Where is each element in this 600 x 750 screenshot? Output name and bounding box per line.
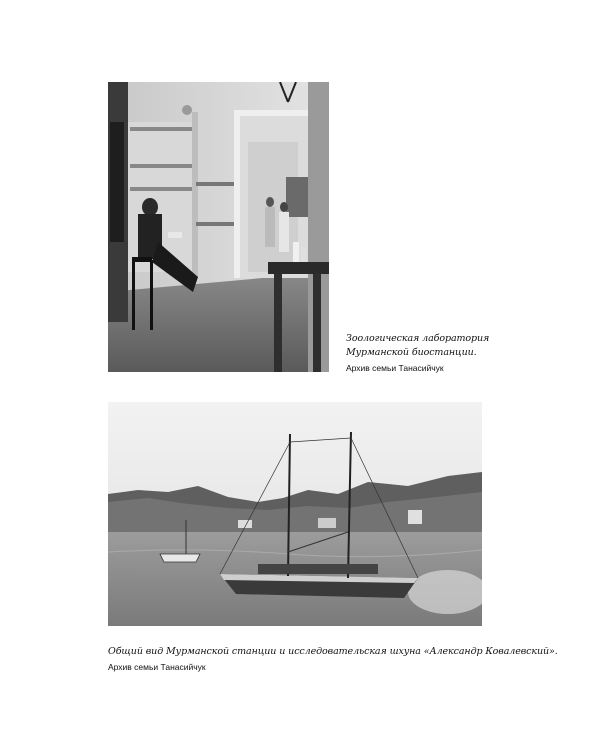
schooner-photo xyxy=(108,402,482,626)
laboratory-photo xyxy=(108,82,329,372)
laboratory-caption-line2: Мурманской биостанции. xyxy=(346,347,477,358)
schooner-credit: Архив семьи Танасийчук xyxy=(108,662,206,672)
laboratory-caption-line1: Зоологическая лаборатория xyxy=(346,333,490,344)
laboratory-credit: Архив семьи Танасийчук xyxy=(346,363,444,373)
laboratory-caption xyxy=(346,332,546,360)
schooner-caption: Общий вид Мурманской станции и исследовательская шхуна «Александр Ковалевский». xyxy=(108,646,558,657)
